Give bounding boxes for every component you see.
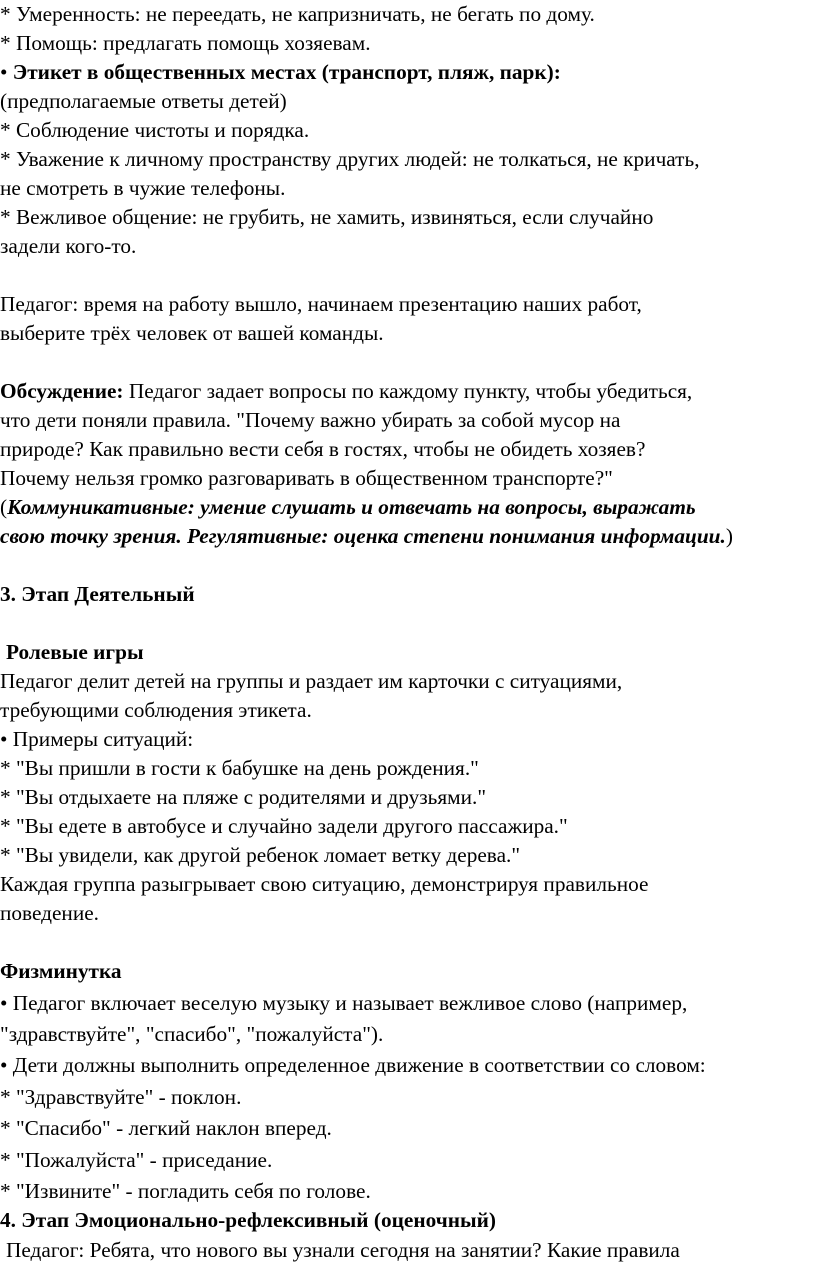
list-item-help: * Помощь: предлагать помощь хозяевам. xyxy=(0,31,371,55)
paragraph-competencies-cont xyxy=(0,522,733,551)
section-heading-public-etiquette xyxy=(0,58,561,87)
discussion-text: Педагог задает вопросы по каждому пункту, чтобы убедиться, xyxy=(123,379,693,403)
note-expected-answers: (предполагаемые ответы детей) xyxy=(0,89,287,113)
paragraph-groups-act-cont: поведение. xyxy=(0,901,100,925)
paren-open: ( xyxy=(0,495,8,519)
word-item-please: * "Пожалуйста" - приседание. xyxy=(0,1148,273,1172)
paren-close: ) xyxy=(725,524,733,548)
stage-4-heading xyxy=(0,1206,496,1235)
paragraph-teacher-time-cont: выберите трёх человек от вашей команды. xyxy=(0,321,384,345)
word-item-sorry: * "Извините" - погладить себя по голове. xyxy=(0,1179,371,1203)
list-item-music: • Педагог включает веселую музыку и называет вежливое слово (например, xyxy=(0,991,688,1015)
competencies-text-cont: свою точку зрения. Регулятивные: оценка степени понимания информации. xyxy=(0,524,726,548)
situation-item-tree: * "Вы увидели, как другой ребенок ломает ветку дерева." xyxy=(0,843,521,867)
paragraph-discussion xyxy=(0,377,692,406)
word-item-hello: * "Здравствуйте" - поклон. xyxy=(0,1085,242,1109)
word-item-thanks: * "Спасибо" - легкий наклон вперед. xyxy=(0,1116,332,1140)
discussion-label: Обсуждение: xyxy=(0,379,124,403)
list-item-polite-communication: * Вежливое общение: не грубить, не хамить, извиняться, если случайно xyxy=(0,205,654,229)
stage-3-heading-text: 3. Этап Деятельный xyxy=(0,582,195,606)
paragraph-teacher-question: Педагог: Ребята, что нового вы узнали сегодня на занятии? Какие правила xyxy=(6,1238,680,1262)
paragraph-role-play-cont: требующими соблюдения этикета. xyxy=(0,698,312,722)
stage-3-heading xyxy=(0,580,195,609)
physical-break-heading-text: Физминутка xyxy=(0,959,122,983)
role-play-heading xyxy=(6,638,144,667)
list-item-moderation: * Умеренность: не переедать, не капризничать, не бегать по дому. xyxy=(0,2,595,26)
situation-item-bus: * "Вы едете в автобусе и случайно задели другого пассажира." xyxy=(0,814,568,838)
list-item-music-cont: "здравствуйте", "спасибо", "пожалуйста"). xyxy=(0,1022,384,1046)
role-play-heading-text: Ролевые игры xyxy=(6,640,144,664)
paragraph-teacher-time: Педагог: время на работу вышло, начинаем презентацию наших работ, xyxy=(0,292,642,316)
paragraph-discussion-cont-2: природе? Как правильно вести себя в гостях, чтобы не обидеть хозяев? xyxy=(0,437,646,461)
competencies-text: Коммуникативные: умение слушать и отвечать на вопросы, выражать xyxy=(7,495,696,519)
bullet: • xyxy=(0,60,13,84)
bold-heading-text: Этикет в общественных местах (транспорт, пляж, парк): xyxy=(12,60,561,84)
situation-item-beach: * "Вы отдыхаете на пляже с родителями и друзьями." xyxy=(0,785,487,809)
paragraph-discussion-cont-1: что дети поняли правила. "Почему важно убирать за собой мусор на xyxy=(0,408,621,432)
situation-item-grandma: * "Вы пришли в гости к бабушке на день рождения." xyxy=(0,756,479,780)
examples-label: • Примеры ситуаций: xyxy=(0,727,194,751)
list-item-cleanliness: * Соблюдение чистоты и порядка. xyxy=(0,118,310,142)
paragraph-competencies xyxy=(0,493,696,522)
list-item-personal-space-cont: не смотреть в чужие телефоны. xyxy=(0,176,286,200)
physical-break-heading xyxy=(0,957,122,986)
paragraph-role-play: Педагог делит детей на группы и раздает им карточки с ситуациями, xyxy=(0,669,623,693)
list-item-personal-space: * Уважение к личному пространству других людей: не толкаться, не кричать, xyxy=(0,147,700,171)
list-item-movement: • Дети должны выполнить определенное движение в соответствии со словом: xyxy=(0,1053,706,1077)
paragraph-discussion-cont-3: Почему нельзя громко разговаривать в общественном транспорте?" xyxy=(0,466,613,490)
stage-4-heading-text: 4. Этап Эмоционально-рефлексивный (оценочный) xyxy=(0,1208,496,1232)
list-item-polite-communication-cont: задели кого-то. xyxy=(0,234,137,258)
paragraph-groups-act: Каждая группа разыгрывает свою ситуацию, демонстрируя правильное xyxy=(0,872,649,896)
